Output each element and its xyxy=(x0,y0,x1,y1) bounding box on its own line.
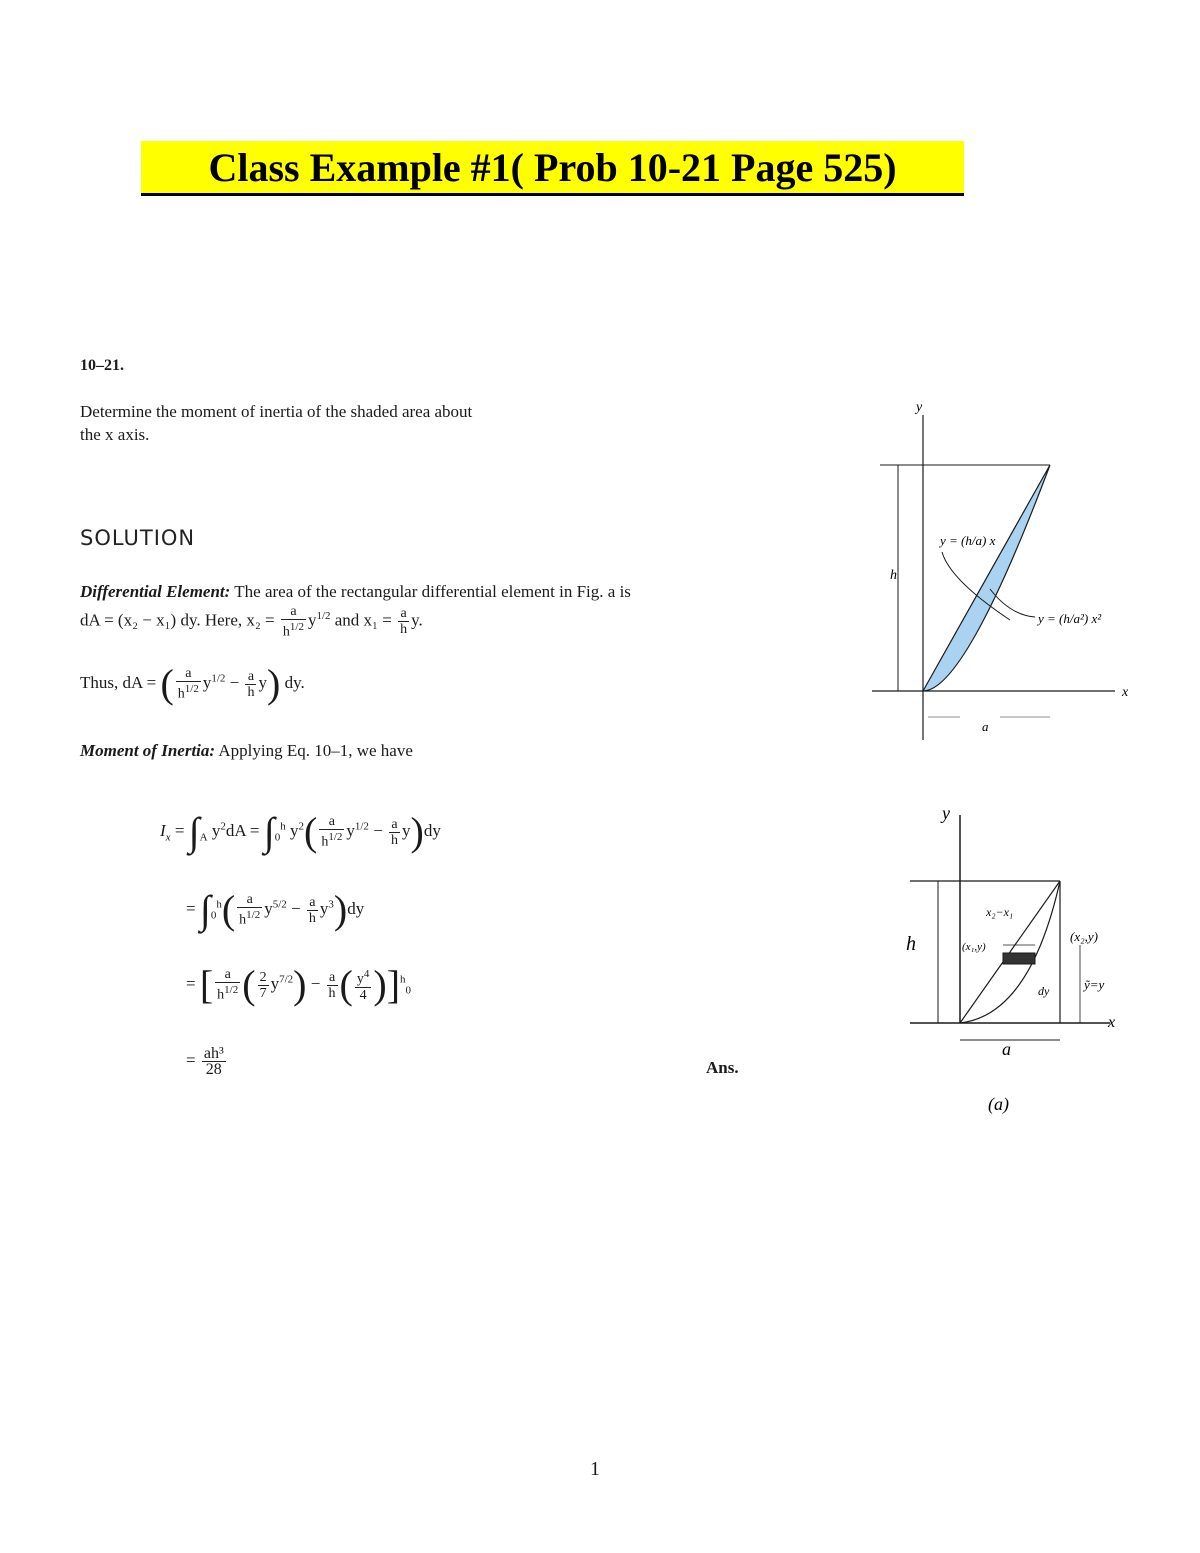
differential-label: Differential Element: xyxy=(80,582,231,601)
title-highlight xyxy=(141,141,964,196)
equation-line-3: = [ $\frac{a}{h^{1/2}}$ ( $\frac{2}{7}$ $y^{7/2}$) − $\frac{a}{h}$ ( $\frac{y^4}{4}$ )]$^h_0$ xyxy=(186,962,412,1007)
fig2-width-label: x₂−x₁ xyxy=(986,905,1014,919)
fig2-h-label: h xyxy=(906,933,916,955)
fig2-y-label: y xyxy=(942,803,950,823)
page-number: 1 xyxy=(590,1458,600,1480)
moment-line xyxy=(80,741,413,761)
differential-text: The area of the rectangular differential element in Fig. a is xyxy=(234,582,631,601)
frac-a-over-h: $\frac{a}{h}$ xyxy=(400,606,408,638)
fig1-x-label: x xyxy=(1122,685,1129,700)
shaded-area xyxy=(923,465,1050,691)
fig2-ybar-label: ỹ=y xyxy=(1084,977,1105,992)
equation-result: = $\frac{\text{ah³}}{28}$ xyxy=(186,1045,224,1078)
fig1-a-label: a xyxy=(982,719,989,734)
fig2-dy-label: dy xyxy=(1038,984,1050,998)
fig2-x-label: x xyxy=(1108,1014,1116,1031)
result-denominator: 28 xyxy=(205,1061,222,1078)
result-numerator: ah³ xyxy=(203,1045,224,1062)
fig2-a-label: a xyxy=(1002,1039,1011,1059)
problem-statement xyxy=(80,400,580,446)
fig1-h-label: h xyxy=(890,568,897,583)
differential-line xyxy=(80,582,631,602)
thus-text: Thus, dA = xyxy=(80,672,157,692)
fig1-curve-eq: y = (h/a²) x² xyxy=(1038,611,1102,626)
fig2-left-point: (x₁,y) xyxy=(962,941,986,953)
equation-line-2: = $\int_0^h$( $\frac{a}{h^{1/2}}$ $y^{5/2}$ − $\frac{a}{h}$ $y^3)dy$ xyxy=(186,887,365,932)
moment-text: Applying Eq. 10–1, we have xyxy=(218,741,413,760)
fig2-right-point: (x₂,y) xyxy=(1070,929,1098,944)
answer-label: Ans. xyxy=(706,1058,739,1077)
fig1-y-label: y xyxy=(916,400,923,415)
problem-statement-line2: the x axis. xyxy=(80,425,150,444)
problem-number: 10–21. xyxy=(80,357,124,374)
page-title: Class Example #1( Prob 10-21 Page 525) xyxy=(208,145,897,190)
figure-2-element xyxy=(880,795,1130,1120)
frac-a-over-sqrt-h: $\frac{a}{h^{1/2}}$ xyxy=(282,604,304,640)
solution-heading: SOLUTION xyxy=(80,526,196,550)
moment-label: Moment of Inertia: xyxy=(80,741,216,760)
fig2-caption: (a) xyxy=(988,1094,1009,1114)
thus-line: Thus, dA = ( $\frac{a}{h^{1/2}}$ $y^{1/2}$ − $\frac{a}{h}$ y) dy. xyxy=(80,661,305,706)
fig1-line-eq: y = (h/a) x xyxy=(940,533,996,548)
problem-statement-line1: Determine the moment of inertia of the shaded area about xyxy=(80,402,473,421)
fig2-differential-strip xyxy=(1003,953,1035,964)
and-x1-text: and x₁ = xyxy=(334,610,392,630)
figure-1-area xyxy=(860,395,1140,745)
da-line: dA = (x₂ − x₁) dy. Here, x₂ = $\frac{a}{h^{1/2}}$ $y^{1/2}$ and x₁ = $\frac{a}{h}$ y. xyxy=(80,604,423,640)
da-text: dA = (x₂ − x₁) dy. Here, x₂ = xyxy=(80,610,275,630)
equation-line-1: $I_x = \int_A$ $y^2dA = \int_0^h$ $y^2$( $\frac{a}{h^{1/2}}$ $y^{1/2}$ − $\frac{a}{h}$ y)dy xyxy=(160,809,441,854)
